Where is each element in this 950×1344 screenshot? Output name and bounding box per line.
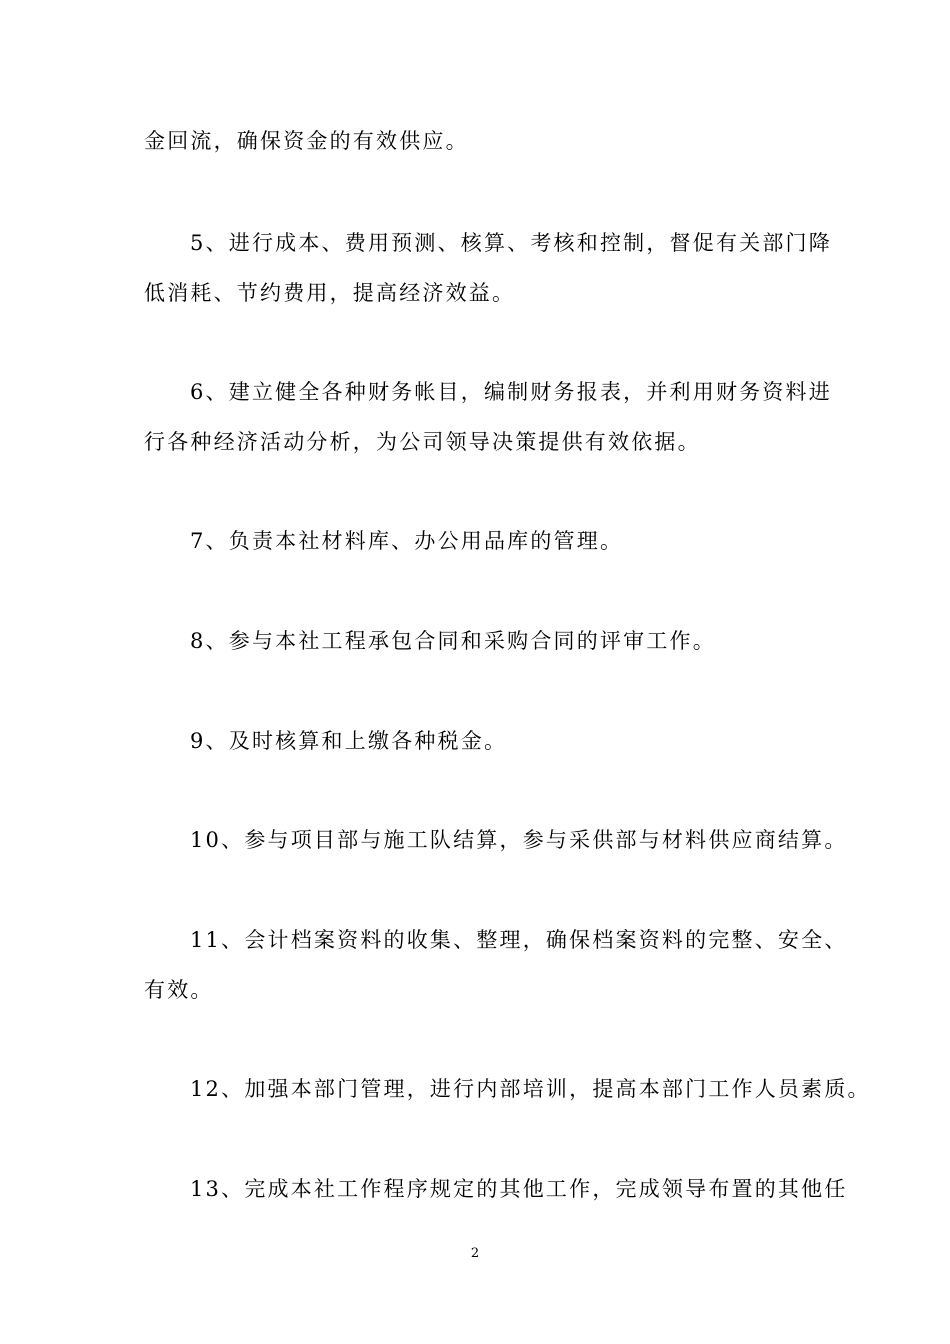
- text-line-item-12: 12、加强本部门管理，进行内部培训，提高本部门工作人员素质。: [190, 1077, 871, 1101]
- text-line-item-9: 9、及时核算和上缴各种税金。: [190, 729, 508, 753]
- text-line-item-7: 7、负责本社材料库、办公用品库的管理。: [190, 529, 624, 553]
- text-line-item-6: 6、建立健全各种财务帐目，编制财务报表，并利用财务资料进: [190, 380, 832, 404]
- text-line-item-6-cont: 行各种经济活动分析，为公司领导决策提供有效依据。: [144, 430, 701, 454]
- page-number: 2: [470, 1246, 480, 1261]
- text-line-item-8: 8、参与本社工程承包合同和采购合同的评审工作。: [190, 629, 716, 653]
- text-line-item-5-cont: 低消耗、节约费用，提高经济效益。: [144, 281, 516, 305]
- text-line-item-11-cont: 有效。: [144, 978, 214, 1002]
- text-line-item-5: 5、进行成本、费用预测、核算、考核和控制，督促有关部门降: [190, 231, 832, 255]
- text-line-item-10: 10、参与项目部与施工队结算，参与采供部与材料供应商结算。: [190, 828, 848, 852]
- text-line-item-11: 11、会计档案资料的收集、整理，确保档案资料的完整、安全、: [190, 928, 848, 952]
- text-line-item-13: 13、完成本社工作程序规定的其他工作，完成领导布置的其他任: [190, 1177, 848, 1201]
- text-line-fund-return: 金回流，确保资金的有效供应。: [144, 129, 469, 153]
